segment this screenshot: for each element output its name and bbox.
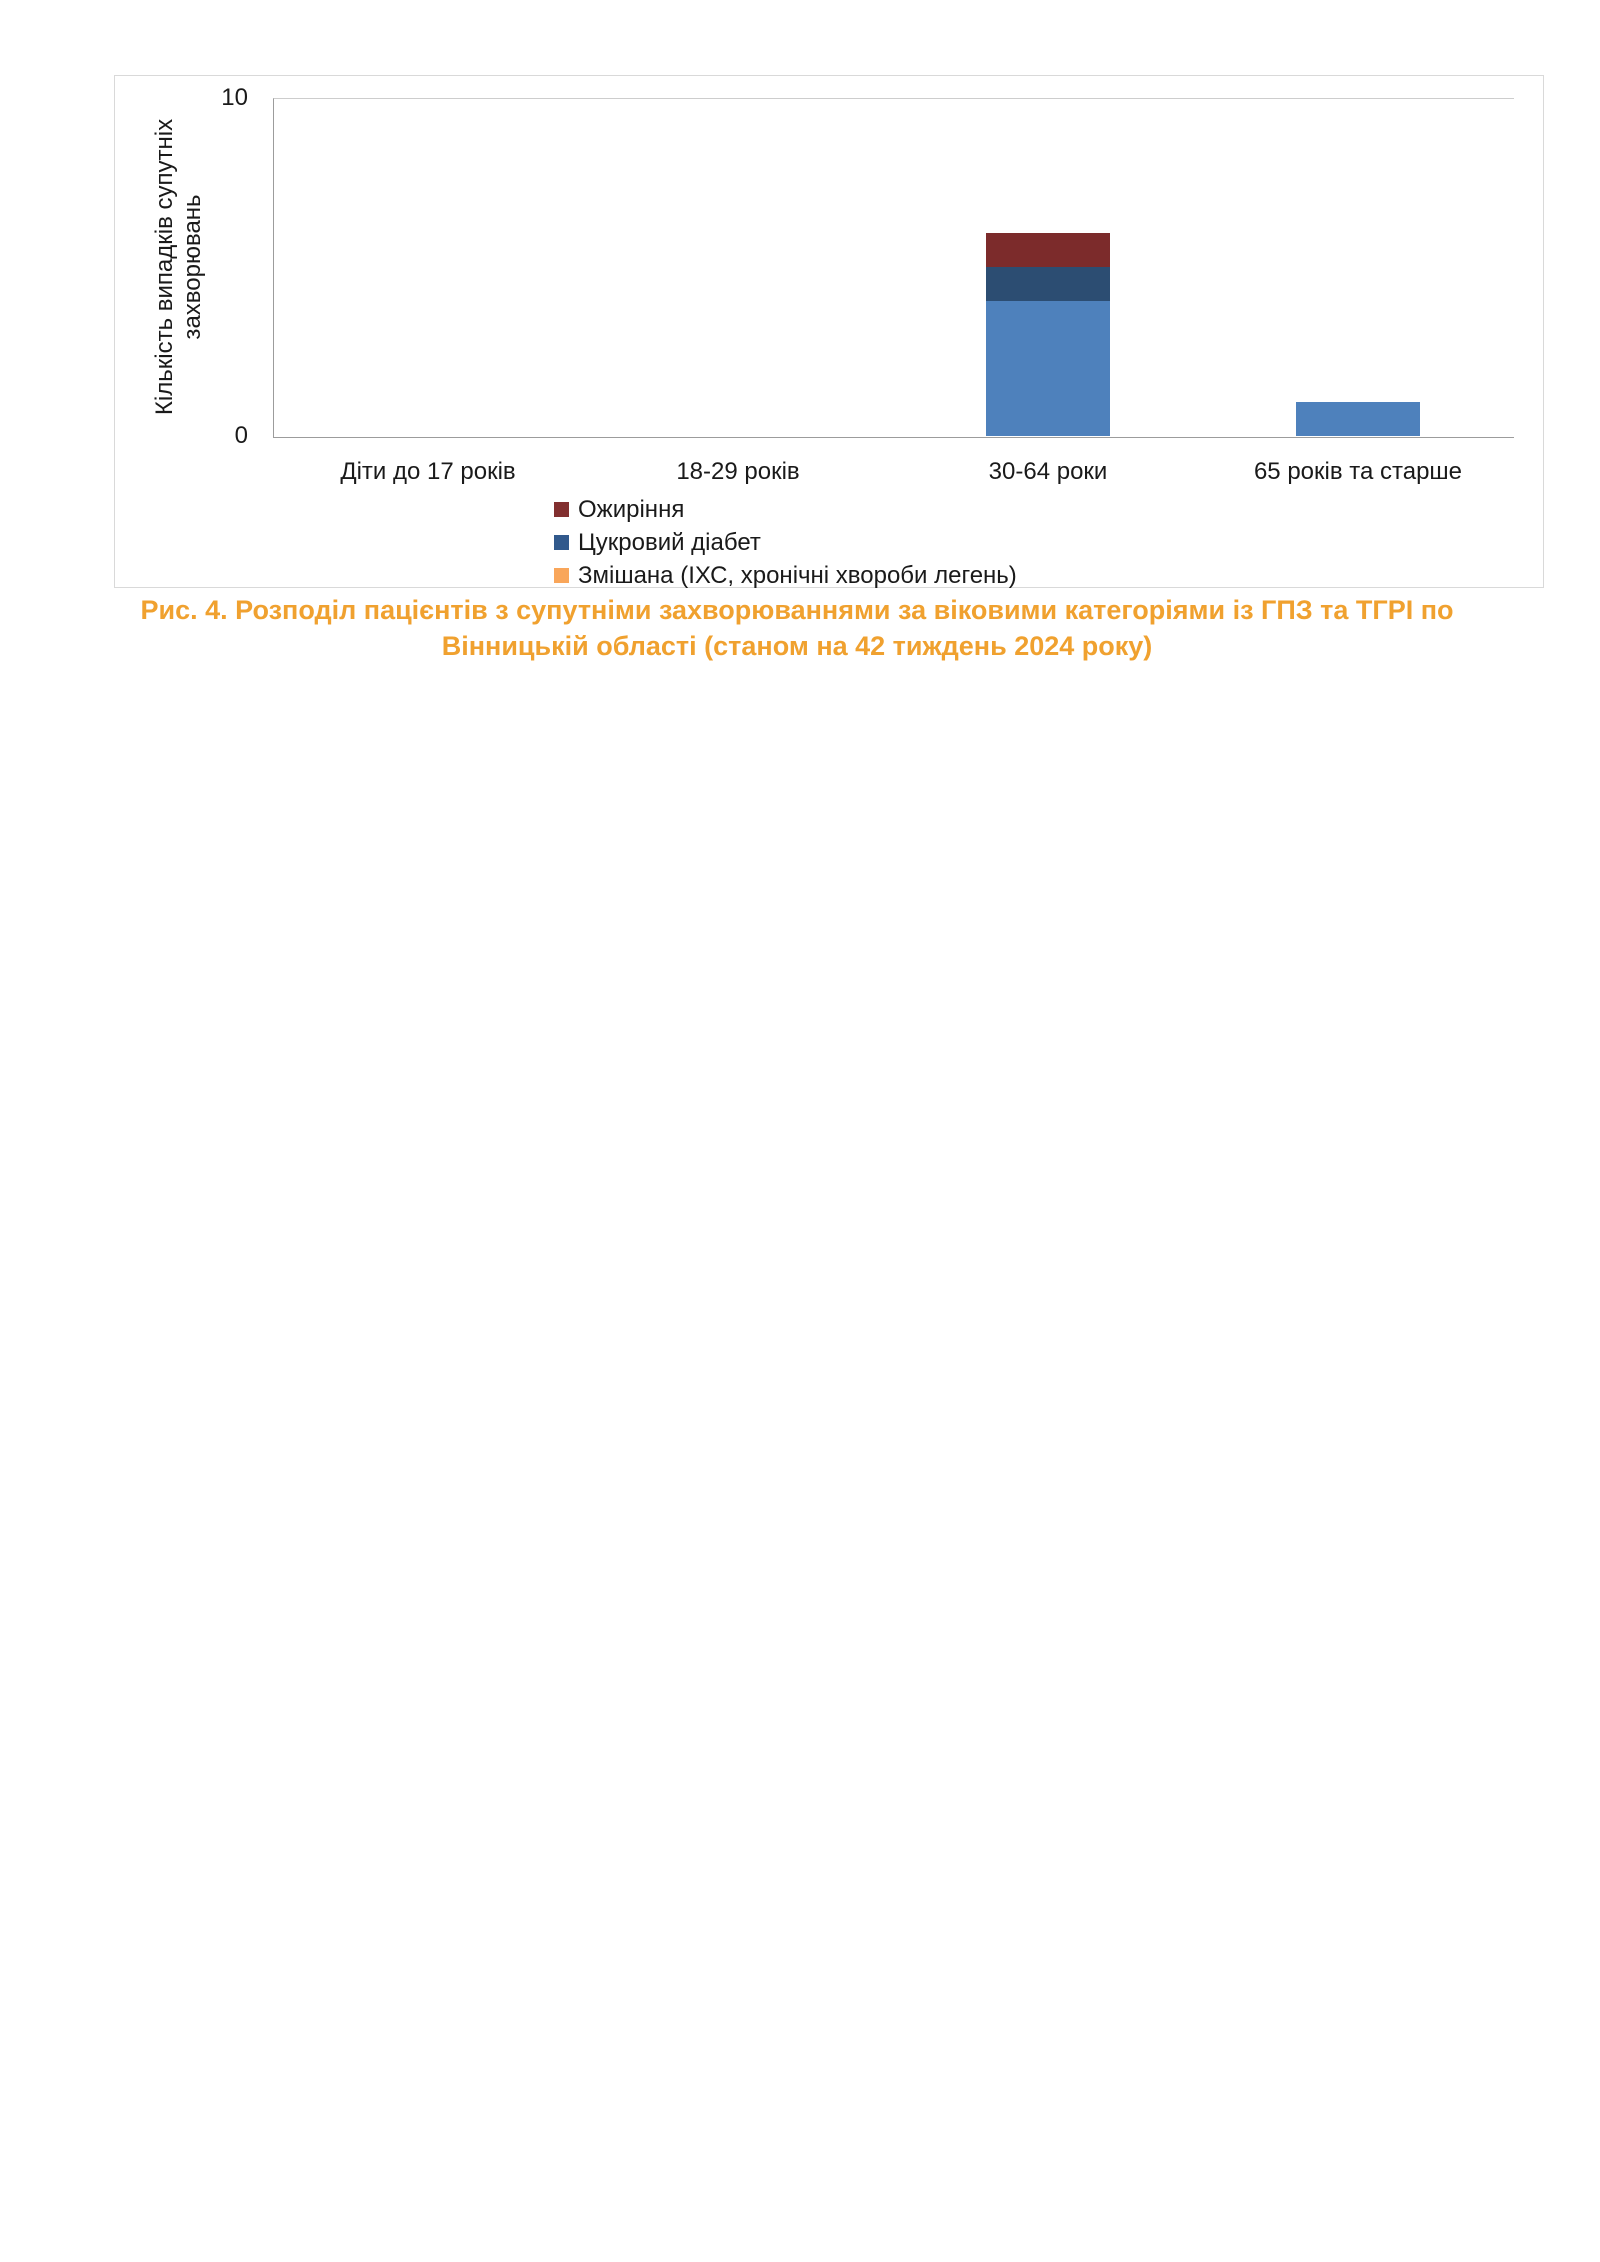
- x-category-label: Діти до 17 років: [340, 458, 516, 485]
- legend-swatch-icon: [554, 502, 569, 517]
- y-tick-label-10: 10: [221, 84, 248, 111]
- bar-stack: [1296, 402, 1420, 436]
- figure-caption-line1: Рис. 4. Розподіл пацієнтів з супутніми захворюваннями за віковими категоріями із ГПЗ та ТГРІ по: [140, 595, 1454, 625]
- legend-item: [554, 493, 1017, 526]
- figure-caption: [0, 592, 1594, 664]
- legend-label: Ожиріння: [578, 495, 685, 523]
- y-axis-title-line2: захворювань: [179, 194, 206, 340]
- legend-swatch-icon: [554, 535, 569, 550]
- plot-area: [273, 98, 1514, 438]
- chart-legend: [554, 493, 1017, 592]
- bar-segment: [1296, 402, 1420, 436]
- y-axis-title-line1: Кількість випадків супутніх: [151, 118, 178, 416]
- legend-swatch-icon: [554, 568, 569, 583]
- bar-segment: [986, 301, 1110, 436]
- legend-item: [554, 526, 1017, 559]
- bar-stack: [986, 233, 1110, 436]
- legend-label: Цукровий діабет: [578, 528, 761, 556]
- bar-segment: [986, 267, 1110, 301]
- chart-container: [114, 75, 1544, 588]
- bar-segment: [986, 233, 1110, 267]
- y-axis-title: [151, 97, 207, 437]
- figure-caption-line2: Вінницькій області (станом на 42 тиждень 2024 року): [441, 631, 1153, 661]
- legend-item: [554, 559, 1017, 592]
- x-category-label: 65 років та старше: [1253, 458, 1463, 485]
- y-tick-label-0: 0: [234, 422, 248, 449]
- x-category-label: 30-64 роки: [988, 458, 1108, 485]
- legend-label: Змішана (ІХС, хронічні хвороби легень): [578, 561, 1017, 589]
- x-category-label: 18-29 років: [676, 458, 800, 485]
